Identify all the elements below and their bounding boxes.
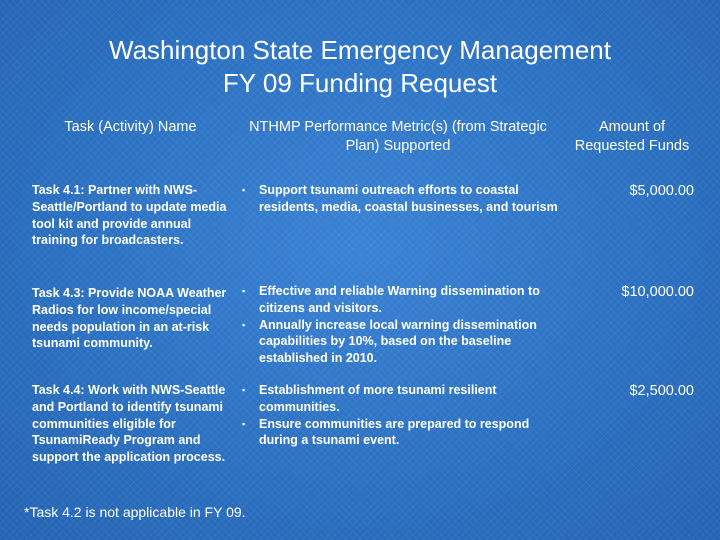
bullet-icon: ▪: [242, 385, 246, 395]
amount-task-4-3: $10,000.00: [621, 284, 694, 300]
metric-item: [240, 416, 562, 450]
amount-task-4-1: $5,000.00: [629, 183, 694, 199]
metric-item: [240, 283, 562, 317]
task-4-4: Task 4.4: Work with NWS-Seattle and Portland to identify tsunami communities eligible for TsunamiReady Program and support the application process.: [32, 383, 226, 465]
metric-item: [240, 182, 562, 216]
page-title: [0, 34, 720, 100]
metric-item: [240, 317, 562, 367]
metrics-task-4-3: [240, 283, 562, 367]
task-4-1: Task 4.1: Partner with NWS-Seattle/Portland to update media tool kit and provide annual training for broadcasters.: [32, 183, 227, 248]
metrics-task-4-1: [240, 182, 562, 216]
header-metric: NTHMP Performance Metric(s) (from Strategic Plan) Supported: [249, 119, 547, 154]
footnote: *Task 4.2 is not applicable in FY 09.: [24, 504, 246, 520]
title-line-1: Washington State Emergency Management: [109, 35, 611, 65]
metrics-task-4-4: [240, 382, 562, 449]
metric-text: Support tsunami outreach efforts to coastal residents, media, coastal businesses, and tourism: [259, 183, 558, 214]
header-task: Task (Activity) Name: [64, 119, 197, 135]
title-line-2: FY 09 Funding Request: [222, 68, 498, 98]
metric-text: Establishment of more tsunami resilient communities.: [259, 383, 497, 414]
bullet-icon: ▪: [242, 418, 246, 429]
task-4-3: Task 4.3: Provide NOAA Weather Radios for low income/special needs population in an at-risk tsunami community.: [32, 286, 227, 351]
metric-text: Effective and reliable Warning dissemination to citizens and visitors.: [259, 284, 540, 315]
metric-text: Ensure communities are prepared to respond during a tsunami event.: [259, 416, 530, 448]
header-amount: Amount of Requested Funds: [574, 119, 690, 154]
metric-item: [240, 382, 562, 416]
bullet-icon: ▪: [242, 319, 246, 330]
amount-task-4-4: $2,500.00: [629, 383, 694, 399]
bullet-icon: ▪: [242, 185, 246, 195]
bullet-icon: ▪: [242, 286, 246, 296]
metric-text: Annually increase local warning dissemination capabilities by 10%, based on the baseline established in 2010.: [259, 317, 537, 366]
